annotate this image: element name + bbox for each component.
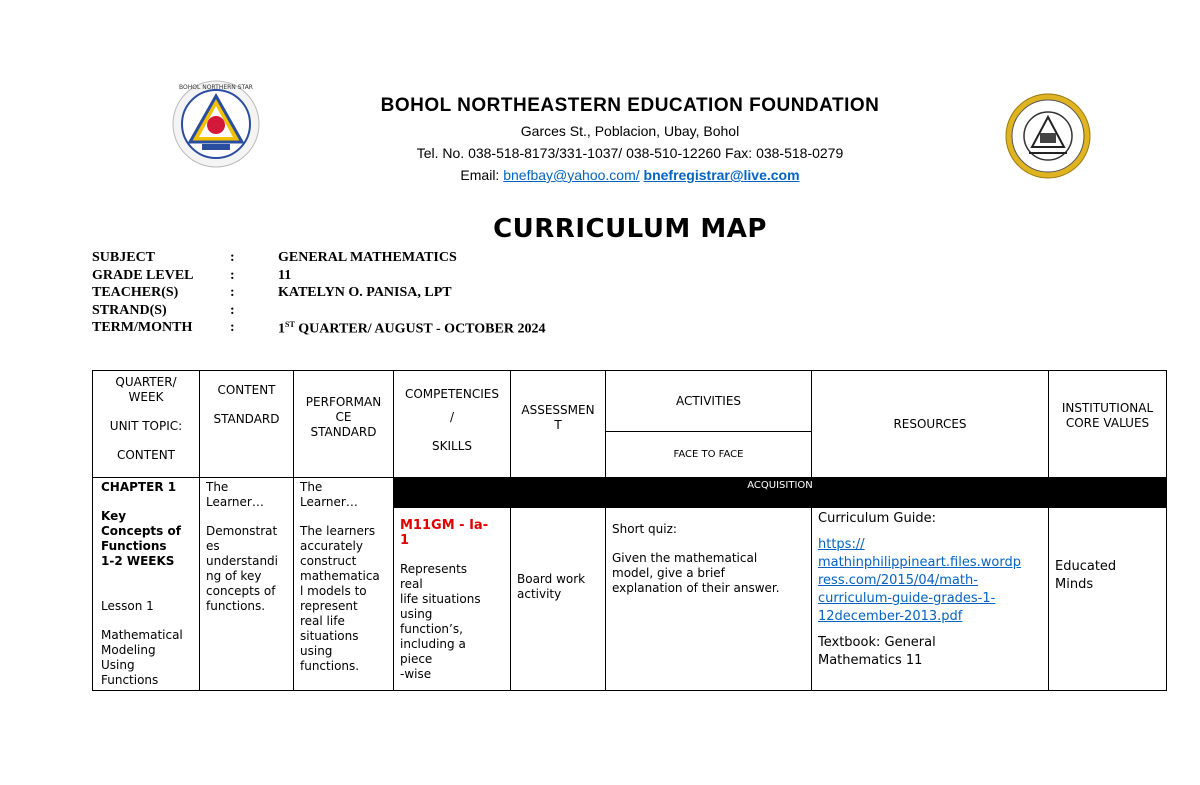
- meta-label: GRADE LEVEL: [92, 267, 194, 283]
- lesson-title: Mathematical: [101, 628, 183, 642]
- performance-standard-text: functions.: [300, 659, 360, 673]
- resource-link-text[interactable]: 12december-2013.pdf: [818, 609, 963, 624]
- resource-textbook: Textbook: General: [818, 635, 936, 650]
- competency-text: real: [400, 577, 423, 591]
- competency-text: life situations: [400, 592, 481, 606]
- activity-text: explanation of their answer.: [612, 581, 780, 595]
- term-text: QUARTER/ AUGUST - OCTOBER 2024: [294, 322, 546, 338]
- competency-code: 1: [400, 533, 410, 548]
- activity-title: Short quiz:: [612, 522, 677, 536]
- activity-text: Given the mathematical: [612, 551, 758, 565]
- meta-row-strand: [92, 303, 545, 321]
- assessment-text: Board work: [517, 572, 586, 586]
- header-text: QUARTER/: [115, 375, 177, 389]
- performance-standard-text: situations: [300, 629, 359, 643]
- header-competencies: [394, 371, 511, 478]
- header-text: UNIT TOPIC:: [109, 419, 183, 433]
- header-text: COMPETENCIES: [404, 387, 499, 401]
- header-text: STANDARD: [310, 425, 377, 439]
- resource-link-text[interactable]: curriculum-guide-grades-1-: [818, 591, 996, 606]
- table-header-row: [93, 371, 1167, 432]
- cell-assessment: [511, 508, 606, 691]
- resource-link-text[interactable]: https://: [818, 537, 865, 552]
- header-text: CE: [335, 410, 352, 424]
- header-resources: RESOURCES: [812, 371, 1049, 478]
- organization-address: Garces St., Poblacion, Ubay, Bohol: [520, 123, 740, 139]
- performance-standard-text: Learner…: [300, 495, 358, 509]
- cell-competencies: [394, 508, 511, 691]
- cell-performance-standard: [294, 478, 394, 691]
- header-text: CORE VALUES: [1065, 416, 1150, 430]
- content-standard-text: ng of key: [206, 569, 262, 583]
- email-label: Email:: [460, 167, 500, 183]
- meta-colon: :: [230, 320, 235, 336]
- header-text: CONTENT: [116, 448, 176, 462]
- header-text: WEEK: [128, 390, 164, 404]
- topic-text: Functions: [101, 539, 167, 553]
- content-standard-text: functions.: [206, 599, 266, 613]
- content-standard-text: Learner…: [206, 495, 264, 509]
- core-value-text: Educated: [1055, 559, 1117, 574]
- performance-standard-text: represent: [300, 599, 358, 613]
- performance-standard-text: l models to: [300, 584, 367, 598]
- acquisition-banner: ACQUISITION: [394, 478, 1167, 508]
- header-text: /: [449, 410, 455, 424]
- cell-resources: [812, 508, 1049, 691]
- svg-text:BOHOL NORTHERN STAR: BOHOL NORTHERN STAR: [179, 84, 253, 91]
- content-standard-text: concepts of: [206, 584, 276, 598]
- assessment-text: activity: [517, 587, 562, 601]
- meta-row-subject: [92, 250, 545, 268]
- curriculum-table: [92, 370, 1167, 691]
- performance-standard-text: mathematica: [300, 569, 380, 583]
- school-seal-left-logo: [172, 80, 260, 168]
- header-text: CONTENT: [217, 383, 276, 397]
- document-title: CURRICULUM MAP: [493, 214, 767, 244]
- topic-text: Key: [101, 509, 127, 523]
- meta-colon: :: [230, 250, 235, 265]
- term-ordinal: 1: [278, 322, 285, 338]
- organization-header: [300, 95, 960, 183]
- meta-colon: :: [230, 267, 235, 283]
- content-standard-text: Demonstrat: [206, 524, 278, 538]
- header-text: T: [554, 418, 562, 432]
- performance-standard-text: real life: [300, 614, 345, 628]
- performance-standard-text: accurately: [300, 539, 363, 553]
- competency-text: including a: [400, 637, 466, 651]
- curriculum-meta: [92, 250, 545, 338]
- meta-row-teacher: [92, 285, 545, 303]
- header-activities: ACTIVITIES: [606, 371, 812, 432]
- header-text: STANDARD: [213, 412, 280, 426]
- chapter-label: CHAPTER 1: [101, 480, 177, 494]
- competency-text: function’s,: [400, 622, 463, 636]
- lesson-title: Using: [101, 658, 135, 672]
- header-text: INSTITUTIONAL: [1061, 401, 1154, 415]
- meta-value: KATELYN O. PANISA, LPT: [278, 285, 452, 301]
- resource-link[interactable]: [818, 536, 1042, 626]
- header-text: PERFORMAN: [305, 395, 382, 409]
- resource-link-text[interactable]: ress.com/2015/04/math-: [818, 573, 978, 588]
- cell-unit-topic: [93, 478, 200, 691]
- meta-value: GENERAL MATHEMATICS: [278, 250, 457, 265]
- lesson-title: Functions: [101, 673, 159, 687]
- meta-label: SUBJECT: [92, 250, 156, 265]
- email-link-registrar[interactable]: bnefregistrar@live.com: [643, 167, 800, 183]
- header-text: SKILLS: [431, 439, 472, 453]
- performance-standard-text: construct: [300, 554, 357, 568]
- organization-email: [300, 167, 960, 183]
- lesson-title: Modeling: [101, 643, 156, 657]
- competency-text: Represents: [400, 562, 468, 576]
- meta-row-grade-level: [92, 268, 545, 286]
- meta-colon: :: [230, 302, 235, 318]
- organization-phone: Tel. No. 038-518-8173/331-1037/ 038-510-12260 Fax: 038-518-0279: [416, 145, 844, 161]
- topic-text: 1-2 WEEKS: [101, 554, 175, 568]
- resource-guide-label: Curriculum Guide:: [818, 511, 936, 526]
- content-standard-text: The: [206, 480, 229, 494]
- term-ordinal-suffix: ST: [285, 320, 295, 330]
- competency-code: M11GM - Ia-: [400, 518, 489, 533]
- resource-link-text[interactable]: mathinphilippineart.files.wordp: [818, 555, 1021, 570]
- competency-text: -wise: [400, 667, 432, 681]
- cell-content-standard: [200, 478, 294, 691]
- meta-label: TERM/MONTH: [92, 320, 193, 336]
- core-value-text: Minds: [1055, 577, 1094, 592]
- resource-textbook: Mathematics 11: [818, 653, 923, 668]
- topic-text: Concepts of: [101, 524, 181, 538]
- content-standard-text: es: [206, 539, 220, 553]
- meta-label: TEACHER(S): [92, 285, 179, 301]
- activity-text: model, give a brief: [612, 566, 725, 580]
- header-performance-standard: [294, 371, 394, 478]
- header-core-values: [1049, 371, 1167, 478]
- content-standard-text: understandi: [206, 554, 279, 568]
- header-face-to-face: FACE TO FACE: [606, 432, 812, 478]
- competency-text: piece: [400, 652, 433, 666]
- competency-text: using: [400, 607, 433, 621]
- meta-row-term: [92, 320, 545, 338]
- cell-activities: [606, 508, 812, 691]
- cell-core-values: [1049, 508, 1167, 691]
- performance-standard-text: The: [300, 480, 323, 494]
- header-text: ASSESSMEN: [521, 403, 595, 417]
- organization-name: BOHOL NORTHEASTERN EDUCATION FOUNDATION: [380, 95, 880, 116]
- performance-standard-text: using: [300, 644, 333, 658]
- lesson-label: Lesson 1: [101, 599, 154, 613]
- performance-standard-text: The learners: [300, 524, 376, 538]
- header-quarter-week: [93, 371, 200, 478]
- meta-value: 11: [278, 267, 292, 283]
- meta-value: [278, 320, 545, 338]
- header-content-standard: [200, 371, 294, 478]
- meta-colon: :: [230, 285, 235, 301]
- email-link-yahoo[interactable]: bnefbay@yahoo.com/: [503, 167, 640, 183]
- meta-label: STRAND(S): [92, 302, 167, 318]
- table-row: [93, 478, 1167, 508]
- foundation-seal-right-logo: [1005, 93, 1091, 179]
- header-assessment: [511, 371, 606, 478]
